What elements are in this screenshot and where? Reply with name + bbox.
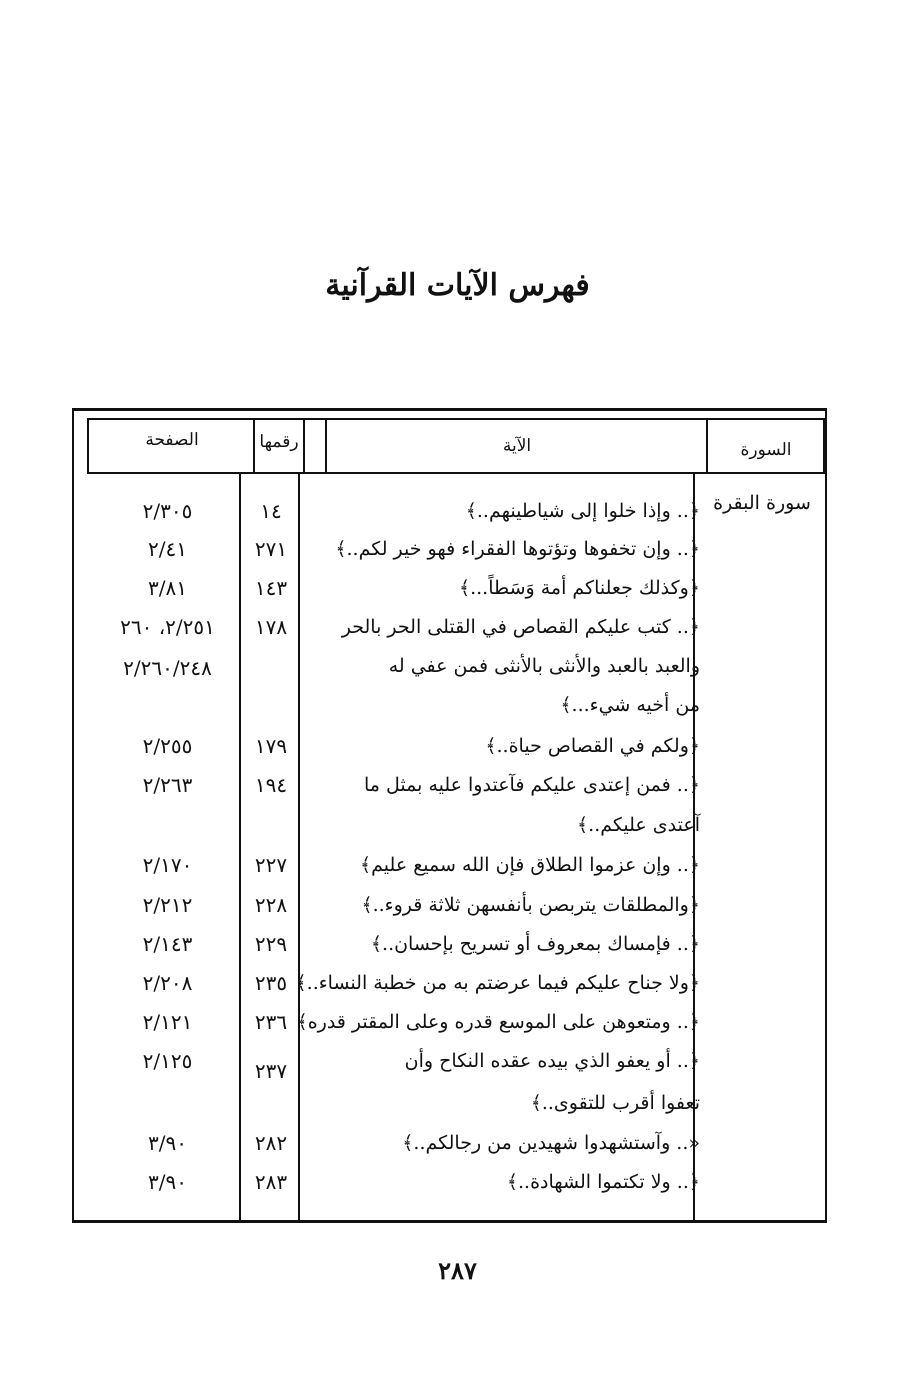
verse-number: ٢٧١ [254, 537, 288, 561]
page-reference: ٢/٢٥١، ٢٦٠ [120, 615, 215, 639]
verse-text: ﴿.. كتب عليكم القصاص في القتلى الحر بالحر [341, 616, 700, 638]
page-reference: ٢/٢٠٨ [142, 971, 193, 995]
page-reference: ٣/٩٠ [148, 1131, 187, 1155]
verse-text: ﴿.. ولا تكتموا الشهادة..﴾ [506, 1171, 700, 1193]
verse-number: ١٧٨ [254, 615, 288, 639]
verse-text: «.. وآستشهدوا شهيدين من رجالكم..﴾ [402, 1132, 700, 1154]
page-number: ٢٨٧ [438, 1256, 477, 1285]
verse-number [242, 806, 300, 844]
page-reference [90, 686, 245, 724]
verse-text: ﴿.. وإن عزموا الطلاق فإن الله سميع عليم﴾ [360, 854, 700, 876]
verse-text: ﴿.. ومتعوهن على الموسع قدره وعلى المقتر قدره﴾ [296, 1011, 700, 1033]
page-reference: ٣/٩٠ [148, 1170, 187, 1194]
verse-number [242, 686, 300, 724]
verse-number: ٢٢٧ [254, 853, 288, 877]
verse-text: تعفوا أقرب للتقوى..﴾ [530, 1092, 700, 1114]
verse-number: ٢٨٣ [254, 1170, 288, 1194]
column-divider-header-verse [325, 418, 327, 474]
verse-text: ﴿.. فإمساك بمعروف أو تسريح بإحسان..﴾ [370, 933, 700, 955]
verse-number: ١٤٣ [254, 576, 288, 600]
verse-text: ﴿.. وإن تخفوها وتؤتوها الفقراء فهو خير لكم..﴾ [335, 538, 700, 560]
verse-number: ٢٣٦ [254, 1010, 288, 1034]
verse-text: ﴿.. فمن إعتدى عليكم فآعتدوا عليه بمثل ما [364, 774, 700, 796]
verse-number: ٢٣٧ [254, 1059, 288, 1083]
header-surah: السورة [740, 440, 792, 460]
verse-number: ١٩٤ [254, 773, 288, 797]
page-reference: ٢/٢٥٥ [142, 734, 193, 758]
page-reference: ٢/١٧٠ [142, 853, 193, 877]
page-reference [90, 1084, 245, 1122]
verse-text: ﴿ولا جناح عليكم فيما عرضتم به من خطبة النساء..﴾ [295, 972, 700, 994]
verse-number: ٢٢٨ [254, 893, 288, 917]
page-reference: ٣/٨١ [148, 576, 187, 600]
verse-number: ٢٢٩ [254, 932, 288, 956]
verse-text: ﴿.. أو يعفو الذي بيده عقده النكاح وأن [404, 1050, 700, 1072]
header-verse: الآية [502, 436, 532, 456]
verse-text: ﴿ولكم في القصاص حياة..﴾ [485, 735, 700, 757]
verse-number [242, 647, 300, 685]
page-reference: ٢/٣٠٥ [142, 499, 193, 523]
page-title: فهرس الآيات القرآنية [325, 268, 590, 303]
page-reference: ٢/١٢١ [142, 1010, 193, 1034]
verse-text: من أخيه شيء...﴾ [560, 694, 700, 716]
page-reference: ٢/٤١ [148, 537, 187, 561]
page-reference: ٢/١٢٥ [142, 1049, 193, 1073]
surah-name: سورة البقرة [713, 492, 811, 514]
column-divider-header-verse-2 [303, 418, 305, 474]
page-reference [90, 806, 245, 844]
verse-text: آعتدى عليكم..﴾ [577, 814, 700, 836]
verse-number: ٢٣٥ [254, 971, 288, 995]
column-divider-header-surah [706, 418, 708, 474]
verse-number: ١٤ [260, 499, 282, 523]
verse-text: ﴿.. وإذا خلوا إلى شياطينهم..﴾ [465, 500, 700, 522]
verse-number [242, 1084, 300, 1122]
verse-number: ١٧٩ [254, 734, 288, 758]
verse-number: ٢٨٢ [254, 1131, 288, 1155]
page-reference: ٢/٢٦٣ [142, 773, 193, 797]
header-page: الصفحة [145, 430, 199, 450]
verse-text: ﴿وكذلك جعلناكم أمة وَسَطاً...﴾ [458, 577, 700, 599]
page-reference: ٢/١٤٣ [142, 932, 193, 956]
page-reference: ٢/٢٦٠/٢٤٨ [123, 656, 212, 680]
header-number: رقمها [259, 432, 299, 452]
page-reference: ٢/٢١٢ [142, 893, 193, 917]
verse-text: والعبد بالعبد والأنثى بالأنثى فمن عفي له [388, 655, 700, 677]
verse-text: ﴿والمطلقات يتربصن بأنفسهن ثلاثة قروء..﴾ [361, 894, 700, 916]
